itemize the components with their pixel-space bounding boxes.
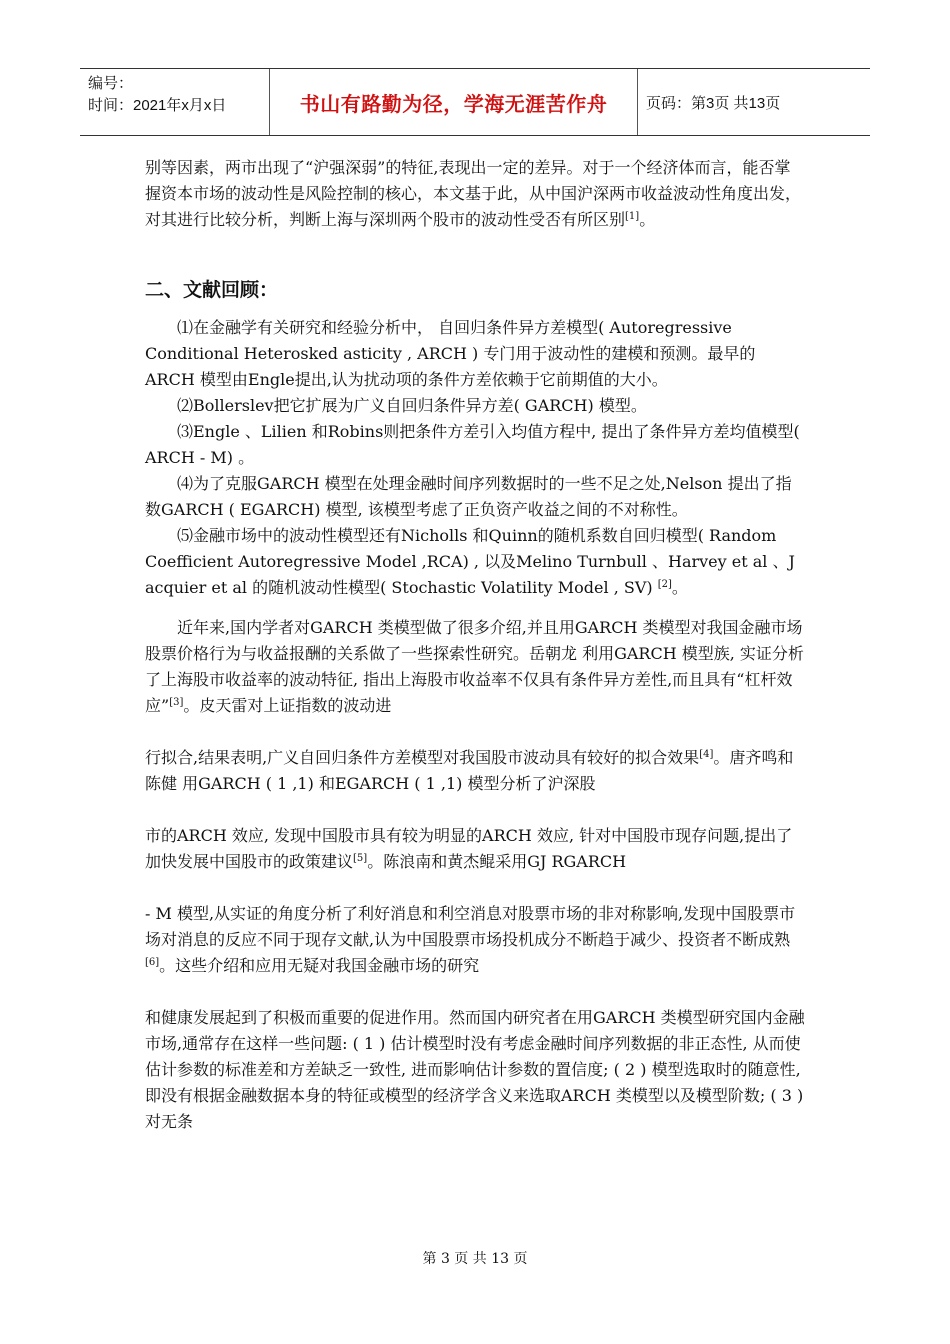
- page-header: [80, 68, 870, 136]
- body-paragraph: 行拟合,结果表明,广义自回归条件方差模型对我国股市波动具有较好的拟合效果[4]。唐齐鸣和陈健 用GARCH ( 1 ,1) 和EGARCH ( 1 ,1) 模型分析了沪深股: [145, 748, 794, 793]
- literature-item-2: ⑵Bollerslev把它扩展为广义自回归条件异方差( GARCH) 模型。: [177, 396, 647, 415]
- citation-ref: [6]: [145, 957, 160, 968]
- citation-ref: [3]: [169, 697, 184, 708]
- intro-paragraph: 别等因素，两市出现了“沪强深弱”的特征,表现出一定的差异。对于一个经济体而言，能否掌握资本市场的波动性是风险控制的核心，本文基于此，从中国沪深两市收益波动性角度出发，对其进行比较分析，判断上海与深圳两个股市的波动性受否有所区别[1]。: [145, 158, 802, 229]
- literature-item-3: ⑶Engle 、Lilien 和Robins则把条件方差引入均值方程中, 提出了条件异方差均值模型( ARCH - M) 。: [145, 422, 800, 467]
- header-motto: 书山有路勤为径，学海无涯苦作舟: [270, 69, 638, 135]
- document-body: [145, 155, 805, 1135]
- body-paragraph: 近年来,国内学者对GARCH 类模型做了很多介绍,并且用GARCH 类模型对我国金融市场股票价格行为与收益报酬的关系做了一些探索性研究。岳朝龙 利用GARCH 模型族, 实证分析了上海股市收益率的波动特征, 指出上海股市收益率不仅具有条件异方差性,而且具有“杠杆效应”[3]。皮天雷对上证指数的波动进: [145, 618, 804, 715]
- citation-ref: [5]: [353, 853, 368, 864]
- body-paragraph: 市的ARCH 效应, 发现中国股市具有较为明显的ARCH 效应, 针对中国股市现存问题,提出了加快发展中国股市的政策建议[5]。陈浪南和黄杰鲲采用GJ RGARCH: [145, 826, 793, 871]
- document-date: 时间：2021年x月x日: [88, 97, 227, 114]
- citation-ref: [4]: [699, 749, 714, 760]
- page-footer: 第 3 页 共 13 页: [422, 1251, 528, 1267]
- document-number-label: 编号：: [88, 75, 134, 92]
- citation-ref: [1]: [625, 211, 640, 222]
- header-meta: [80, 69, 270, 135]
- section-heading: 二、文献回顾：: [145, 279, 279, 301]
- body-paragraph: 和健康发展起到了积极而重要的促进作用。然而国内研究者在用GARCH 类模型研究国内金融市场,通常存在这样一些问题: ( 1 ) 估计模型时没有考虑金融时间序列数据的非正态性, 从而使估计参数的标准差和方差缺乏一致性, 进而影响估计参数的置信度; ( 2 ) 模型选取时的随意性, 即没有根据金融数据本身的特征或模型的经济学含义来选取ARCH 类模型以及模型阶数; ( 3 ) 对无条: [145, 1008, 805, 1131]
- literature-item-5: ⑸金融市场中的波动性模型还有Nicholls 和Quinn的随机系数自回归模型( Random Coefficient Autoregressive Model ,RCA) , 以及Melino Turnbull 、Harvey et al 、J acquier et al 的随机波动性模型( Stochastic Volatility Model , SV) [2]。: [145, 526, 795, 597]
- citation-ref: [2]: [657, 579, 672, 590]
- literature-item-1: ⑴在金融学有关研究和经验分析中， 自回归条件异方差模型( Autoregressive Conditional Heterosked asticity , ARCH ) 专门用于波动性的建模和预测。最早的ARCH 模型由Engle提出,认为扰动项的条件方差依赖于它前期值的大小。: [145, 318, 756, 389]
- literature-item-4: ⑷为了克服GARCH 模型在处理金融时间序列数据时的一些不足之处,Nelson 提出了指数GARCH ( EGARCH) 模型, 该模型考虑了正负资产收益之间的不对称性。: [145, 474, 792, 519]
- body-paragraph: - M 模型,从实证的角度分析了利好消息和利空消息对股票市场的非对称影响,发现中国股票市场对消息的反应不同于现存文献,认为中国股票市场投机成分不断趋于减少、投资者不断成熟[6]。这些介绍和应用无疑对我国金融市场的研究: [145, 904, 796, 975]
- header-page-number: 页码：第3页 共13页: [646, 94, 781, 112]
